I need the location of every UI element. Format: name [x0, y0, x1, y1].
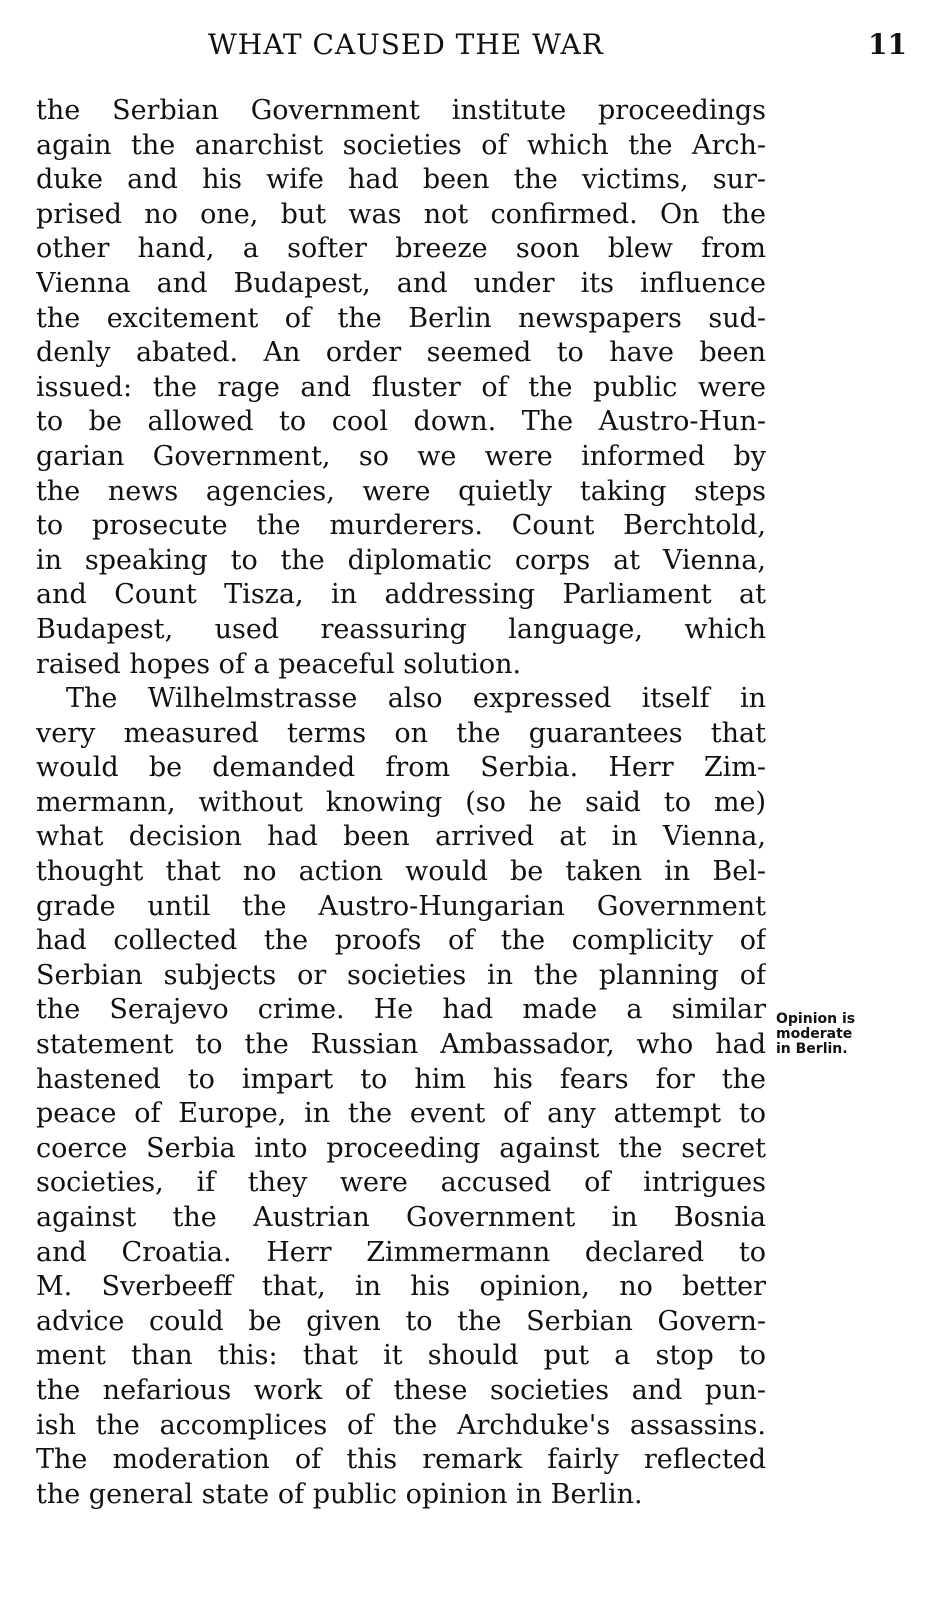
text-line: and Count Tisza, in addressing Parliament at [36, 579, 766, 611]
text-line: thought that no action would be taken in Bel- [36, 856, 766, 888]
text-line: coerce Serbia into proceeding against the secret [36, 1132, 766, 1164]
text-line: societies, if they were accused of intrigues [36, 1167, 766, 1199]
text-line: Serbian subjects or societies in the planning of [36, 959, 766, 991]
text-line: mermann, without knowing (so he said to me) [36, 786, 766, 818]
text-line: Budapest, used reassuring language, which [36, 613, 766, 645]
running-head [0, 28, 950, 68]
text-line: grade until the Austro-Hungarian Government [36, 890, 766, 922]
text-line: hastened to impart to him his fears for the [36, 1063, 766, 1095]
text-line: advice could be given to the Serbian Govern- [36, 1305, 766, 1337]
text-line: again the anarchist societies of which the Arch- [36, 129, 766, 161]
text-line: what decision had been arrived at in Vienna, [36, 821, 766, 853]
text-line: the general state of public opinion in Berlin. [36, 1478, 643, 1510]
text-line: and Croatia. Herr Zimmermann declared to [36, 1236, 766, 1268]
text-line: ish the accomplices of the Archduke's assassins. [36, 1409, 766, 1441]
text-line: garian Government, so we were informed by [36, 440, 766, 472]
text-line: in speaking to the diplomatic corps at Vienna, [36, 544, 766, 576]
text-line: the Serbian Government institute proceedings [36, 95, 766, 126]
text-line: denly abated. An order seemed to have been [36, 337, 766, 369]
body-text [36, 94, 766, 1512]
text-line: to be allowed to cool down. The Austro-Hun- [36, 406, 766, 438]
margin-note-line: in Berlin. [776, 1041, 848, 1057]
text-line: Vienna and Budapest, and under its influence [36, 267, 766, 299]
page-number: 11 [868, 28, 907, 61]
running-title: WHAT CAUSED THE WAR [208, 28, 604, 61]
text-line: statement to the Russian Ambassador, who had [36, 1029, 766, 1061]
text-line: very measured terms on the guarantees that [36, 717, 766, 749]
text-line: other hand, a softer breeze soon blew from [36, 233, 766, 265]
margin-note-line: moderate [776, 1026, 853, 1042]
text-line: peace of Europe, in the event of any attempt to [36, 1098, 766, 1130]
text-line: to prosecute the murderers. Count Berchtold, [36, 510, 766, 542]
text-line: raised hopes of a peaceful solution. [36, 648, 522, 680]
text-line: ment than this: that it should put a stop to [36, 1340, 766, 1372]
margin-note-line: Opinion is [776, 1011, 856, 1027]
text-line: would be demanded from Serbia. Herr Zim- [36, 752, 766, 784]
text-line: against the Austrian Government in Bosnia [36, 1202, 766, 1233]
text-line: the news agencies, were quietly taking steps [36, 475, 766, 507]
text-line: issued: the rage and fluster of the public were [36, 371, 766, 403]
text-line: had collected the proofs of the complicity of [36, 925, 766, 957]
text-line: The Wilhelmstrasse also expressed itself in [66, 683, 766, 715]
text-line: The moderation of this remark fairly reflected [36, 1444, 766, 1476]
text-line: M. Sverbeeff that, in his opinion, no better [36, 1271, 766, 1303]
text-line: duke and his wife had been the victims, sur- [36, 164, 766, 196]
text-line: the excitement of the Berlin newspapers sud- [36, 302, 766, 334]
text-line: prised no one, but was not confirmed. On the [36, 198, 766, 230]
margin-note [776, 1012, 902, 1057]
text-line: the Serajevo crime. He had made a similar [36, 994, 766, 1026]
text-line: the nefarious work of these societies and pun- [36, 1374, 766, 1406]
